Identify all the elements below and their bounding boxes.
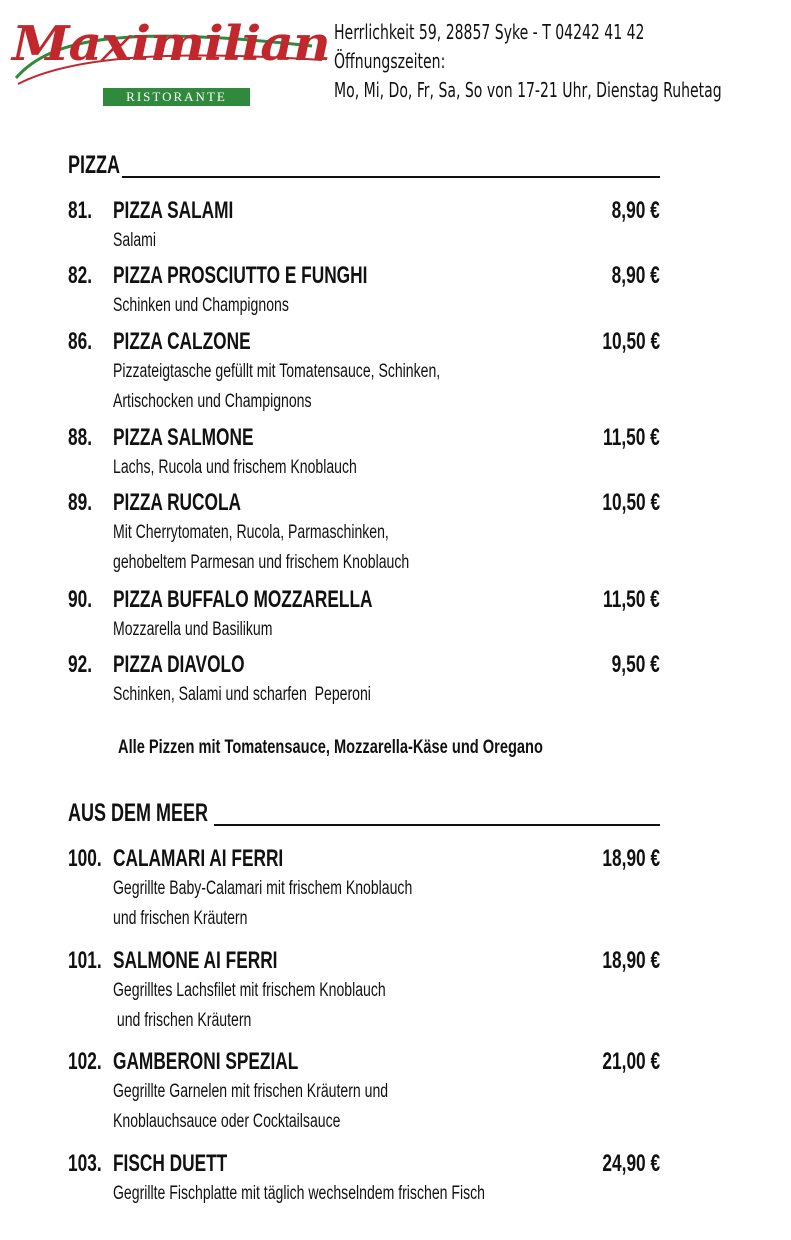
opening-hours: Mo, Mi, Do, Fr, Sa, So von 17-21 Uhr, Dienstag Ruhetag	[334, 78, 722, 102]
item-name: GAMBERONI SPEZIAL	[113, 1048, 299, 1075]
item-price: 24,90 €	[602, 1150, 660, 1177]
description-line: Gegrillte Baby-Calamari mit frischem Knoblauch	[113, 878, 413, 899]
section-header	[68, 150, 660, 180]
item-number: 92.	[68, 651, 93, 678]
item-description	[113, 615, 328, 645]
item-number: 103.	[68, 1150, 102, 1177]
logo-script-text: Maximilian	[12, 16, 330, 73]
item-price: 11,50 €	[603, 586, 660, 613]
item-number: 102.	[68, 1048, 102, 1075]
item-description	[113, 976, 482, 1036]
description-line: Knoblauchsauce oder Cocktailsauce	[113, 1111, 341, 1132]
seafood-section	[68, 798, 660, 828]
item-price: 10,50 €	[602, 489, 660, 516]
item-description	[113, 226, 171, 256]
item-price: 10,50 €	[602, 328, 660, 355]
description-line: Gegrilltes Lachsfilet mit frischem Knoblauch	[113, 980, 386, 1001]
item-price: 8,90 €	[611, 197, 660, 224]
description-line: Gegrillte Garnelen mit frischen Kräutern und	[113, 1081, 389, 1102]
item-name: PIZZA DIAVOLO	[113, 651, 245, 678]
section-title: PIZZA	[68, 151, 120, 179]
item-number: 101.	[68, 947, 102, 974]
item-description	[113, 874, 517, 934]
header	[0, 0, 791, 120]
logo-subtitle: RISTORANTE	[103, 88, 250, 106]
pizza-section	[68, 150, 660, 180]
description-line: Schinken und Champignons	[113, 295, 289, 316]
description-line: Salami	[113, 230, 156, 251]
item-description	[113, 1077, 485, 1137]
item-name: PIZZA SALAMI	[113, 197, 234, 224]
section-divider	[214, 824, 660, 826]
description-line: Pizzateigtasche gefüllt mit Tomatensauce, Schinken,	[113, 361, 441, 382]
description-line: Lachs, Rucola und frischem Knoblauch	[113, 457, 357, 478]
item-number: 90.	[68, 586, 93, 613]
section-header	[68, 798, 660, 828]
description-line: und frischen Kräutern	[113, 908, 248, 929]
item-price: 11,50 €	[603, 424, 660, 451]
item-description	[113, 680, 462, 710]
description-line: Mozzarella und Basilikum	[113, 619, 273, 640]
item-name: FISCH DUETT	[113, 1150, 228, 1177]
description-line: Artischocken und Champignons	[113, 391, 312, 412]
item-number: 88.	[68, 424, 93, 451]
item-number: 86.	[68, 328, 93, 355]
item-price: 8,90 €	[611, 262, 660, 289]
item-price: 18,90 €	[602, 845, 660, 872]
item-name: PIZZA RUCOLA	[113, 489, 241, 516]
item-price: 9,50 €	[611, 651, 660, 678]
section-title: AUS DEM MEER	[68, 799, 209, 827]
item-number: 81.	[68, 197, 93, 224]
item-name: PIZZA CALZONE	[113, 328, 251, 355]
item-name: CALAMARI AI FERRI	[113, 845, 284, 872]
item-description	[113, 357, 555, 417]
description-line: Mit Cherrytomaten, Rucola, Parmaschinken,	[113, 522, 389, 543]
item-description	[113, 453, 443, 483]
item-name: PIZZA BUFFALO MOZZARELLA	[113, 586, 373, 613]
restaurant-logo	[12, 16, 330, 106]
item-description	[113, 518, 513, 578]
description-line: Gegrillte Fischplatte mit täglich wechselndem frischen Fisch	[113, 1183, 485, 1204]
address: Herrlichkeit 59, 28857 Syke - T 04242 41 42	[334, 20, 645, 44]
item-price: 18,90 €	[602, 947, 660, 974]
item-number: 82.	[68, 262, 93, 289]
description-line: Schinken, Salami und scharfen Peperoni	[113, 684, 371, 705]
item-name: SALMONE AI FERRI	[113, 947, 278, 974]
contact-info	[334, 18, 791, 105]
item-description	[113, 1179, 616, 1209]
item-number: 100.	[68, 845, 102, 872]
item-name: PIZZA PROSCIUTTO E FUNGHI	[113, 262, 368, 289]
item-price: 21,00 €	[602, 1048, 660, 1075]
pizza-note: Alle Pizzen mit Tomatensauce, Mozzarella-Käse und Oregano	[118, 737, 543, 758]
item-name: PIZZA SALMONE	[113, 424, 254, 451]
section-divider	[122, 176, 660, 178]
item-number: 89.	[68, 489, 93, 516]
opening-hours-label: Öffnungszeiten:	[334, 49, 446, 73]
description-line: gehobeltem Parmesan und frischem Knoblauch	[113, 552, 410, 573]
item-description	[113, 291, 351, 321]
description-line: und frischen Kräutern	[113, 1010, 252, 1031]
